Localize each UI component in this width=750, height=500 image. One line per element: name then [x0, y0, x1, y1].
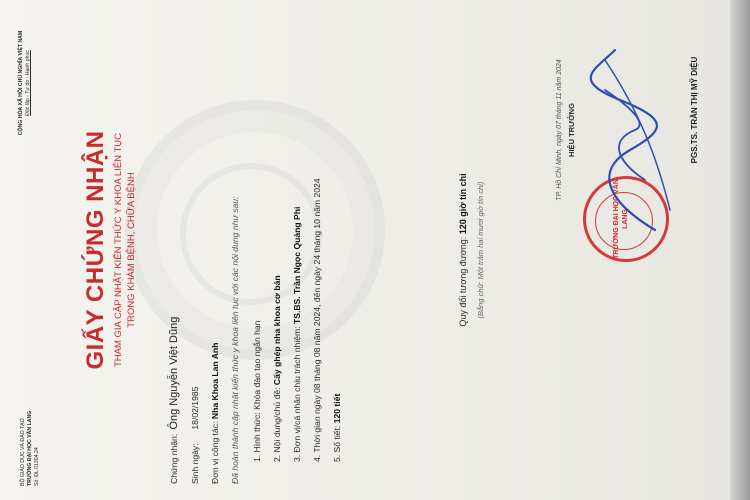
- item-periods-label: 5. Số tiết:: [332, 425, 342, 462]
- header-left: [20, 356, 41, 486]
- item-topic-value: Cấy ghép nha khoa cơ bản: [272, 275, 282, 386]
- item-time: 4. Thời gian ngày 08 tháng 08 năm 2024, đến ngày 24 tháng 10 năm 2024: [312, 178, 322, 462]
- item-form-label: 1. Hình thức:: [252, 412, 262, 462]
- credits-in-words: (Bằng chữ: Một trăm hai mươi giờ tín chỉ): [476, 181, 485, 319]
- country-name: CỘNG HÒA XÃ HỘI CHỦ NGHĨA VIỆT NAM: [18, 30, 24, 136]
- completion-intro: Đã hoàn thành cập nhật kiến thức y khoa liên tục với các nội dung như sau:: [230, 196, 240, 484]
- credits-label: Quy đổi tương đương:: [458, 236, 468, 327]
- page-shadow: [730, 0, 750, 500]
- signature-block: [556, 10, 576, 250]
- certificate-title: GIẤY CHỨNG NHẬN: [82, 130, 109, 370]
- credits-equivalent: [458, 60, 468, 440]
- recipient-block: [168, 24, 342, 484]
- header-right: [18, 8, 32, 158]
- recipient-name: Ông Nguyễn Việt Dũng: [168, 316, 180, 430]
- certificate-subtitle: [112, 60, 138, 440]
- recipient-dob-row: [190, 24, 200, 484]
- university-name: TRƯỜNG ĐẠI HỌC VĂN LANG: [27, 410, 33, 486]
- credits-value: 120 giờ tín chỉ: [458, 173, 468, 235]
- credits-block: [458, 60, 485, 440]
- stamp-center-text: TRƯỜNG ĐẠI HỌC VĂN LANG: [613, 179, 629, 259]
- item-form: [252, 24, 262, 462]
- subtitle-line-2: TRONG KHÁM BỆNH, CHỮA BỆNH: [126, 172, 137, 328]
- item-topic-label: 2. Nội dung/chủ đề:: [272, 387, 282, 462]
- signer-position: HIỆU TRƯỞNG: [567, 103, 576, 157]
- recipient-workplace-row: [210, 24, 220, 484]
- content-items: [252, 24, 342, 484]
- place-and-date: TP. Hồ Chí Minh, ngày 07 tháng 11 năm 2024: [556, 59, 563, 201]
- item-responsible-value: TS.BS. Trần Ngọc Quảng Phi: [292, 206, 302, 325]
- item-responsible-label: 3. Đơn vị/cá nhân chịu trách nhiệm:: [292, 326, 302, 462]
- item-periods: [332, 24, 342, 462]
- recipient-name-label: Chứng nhận:: [169, 433, 179, 484]
- item-responsible: [292, 24, 302, 462]
- national-motto: Độc lập - Tự do - Hạnh phúc: [25, 50, 31, 116]
- recipient-dob: 18/02/1985: [190, 386, 200, 430]
- workplace-value: Nha Khoa Lan Anh: [210, 342, 220, 420]
- recipient-name-row: [168, 24, 180, 484]
- recipient-dob-label: Sinh ngày:: [190, 443, 200, 484]
- workplace-label: Đơn vị công tác:: [210, 421, 220, 484]
- item-periods-value: 120 tiết: [332, 393, 342, 424]
- signer-name: PGS.TS. TRẦN THỊ MỸ DIỆU: [690, 56, 699, 164]
- handwritten-signature: [575, 40, 685, 240]
- item-form-value: Khóa đào tạo ngắn hạn: [252, 320, 262, 410]
- document-number: Số: ĐL 01304.24: [34, 447, 40, 486]
- item-topic: [272, 24, 282, 462]
- ministry-name: BỘ GIÁO DỤC VÀ ĐÀO TẠO: [20, 418, 26, 486]
- subtitle-line-1: THAM GIA CẬP NHẬT KIẾN THỨC Y KHOA LIÊN TỤC: [113, 132, 124, 368]
